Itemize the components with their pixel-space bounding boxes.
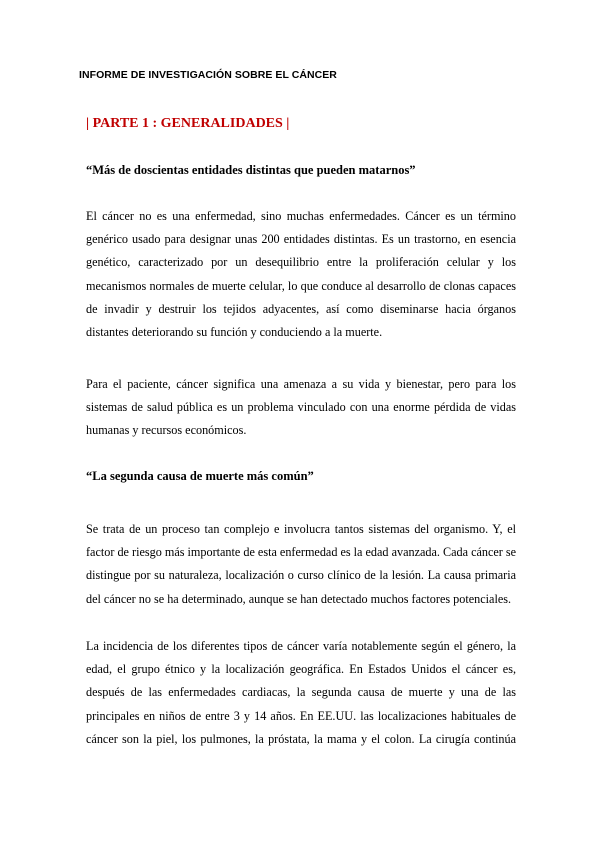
document-title: INFORME DE INVESTIGACIÓN SOBRE EL CÁNCER — [79, 69, 337, 81]
paragraph-line: El cáncer no es una enfermedad, sino muchas enfermedades. Cáncer es un término — [86, 209, 516, 223]
paragraph-patient — [86, 373, 516, 443]
paragraph-line: de invadir y destruir los tejidos adyacentes, así como diseminarse hacia órganos — [86, 301, 516, 316]
paragraph-incidence — [86, 635, 516, 751]
paragraph-line: genérico usado para designar unas 200 entidades distintas. Es un trastorno, en esencia — [86, 232, 516, 247]
paragraph-line: principales en niños de entre 3 y 14 años. En EE.UU. las localizaciones habituales de — [86, 708, 516, 723]
paragraph-complexity — [86, 518, 516, 611]
paragraph-line: sistemas de salud pública es un problema vinculado con una enorme pérdida de vidas — [86, 400, 516, 415]
paragraph-line: cáncer son la piel, los pulmones, la próstata, la mama y el colon. La cirugía continúa — [86, 731, 516, 746]
paragraph-line: genético, caracterizado por un desequilibrio entre la proliferación celular y los — [86, 255, 516, 270]
paragraph-line: después de las enfermedades cardiacas, la segunda causa de muerte y una de las — [86, 685, 516, 700]
subheading-entities: “Más de doscientas entidades distintas que pueden matarnos” — [86, 163, 416, 177]
paragraph-line: mecanismos normales de muerte celular, lo que conduce al desarrollo de clonas capaces — [86, 278, 516, 293]
paragraph-line: distingue por su naturaleza, localización o curso clínico de la lesión. La causa primaria — [86, 568, 516, 583]
paragraph-line: edad, el grupo étnico y la localización geográfica. En Estados Unidos el cáncer es, — [86, 662, 516, 677]
paragraph-definition — [86, 205, 516, 344]
paragraph-line: del cáncer no se ha determinado, aunque se han detectado muchos factores potenciales. — [86, 591, 512, 606]
section-heading: | PARTE 1 : GENERALIDADES | — [86, 116, 290, 131]
paragraph-line: Se trata de un proceso tan complejo e involucra tantos sistemas del organismo. Y, el — [86, 522, 516, 536]
paragraph-line: distantes deteriorando su función y conduciendo a la muerte. — [86, 324, 383, 339]
paragraph-line: Para el paciente, cáncer significa una amenaza a su vida y bienestar, pero para los — [86, 377, 516, 391]
paragraph-line: factor de riesgo más importante de esta enfermedad es la edad avanzada. Cada cáncer se — [86, 545, 517, 560]
paragraph-line: La incidencia de los diferentes tipos de cáncer varía notablemente según el género, la — [86, 639, 516, 653]
subheading-second-cause: “La segunda causa de muerte más común” — [86, 469, 314, 483]
paragraph-line: humanas y recursos económicos. — [86, 423, 247, 438]
